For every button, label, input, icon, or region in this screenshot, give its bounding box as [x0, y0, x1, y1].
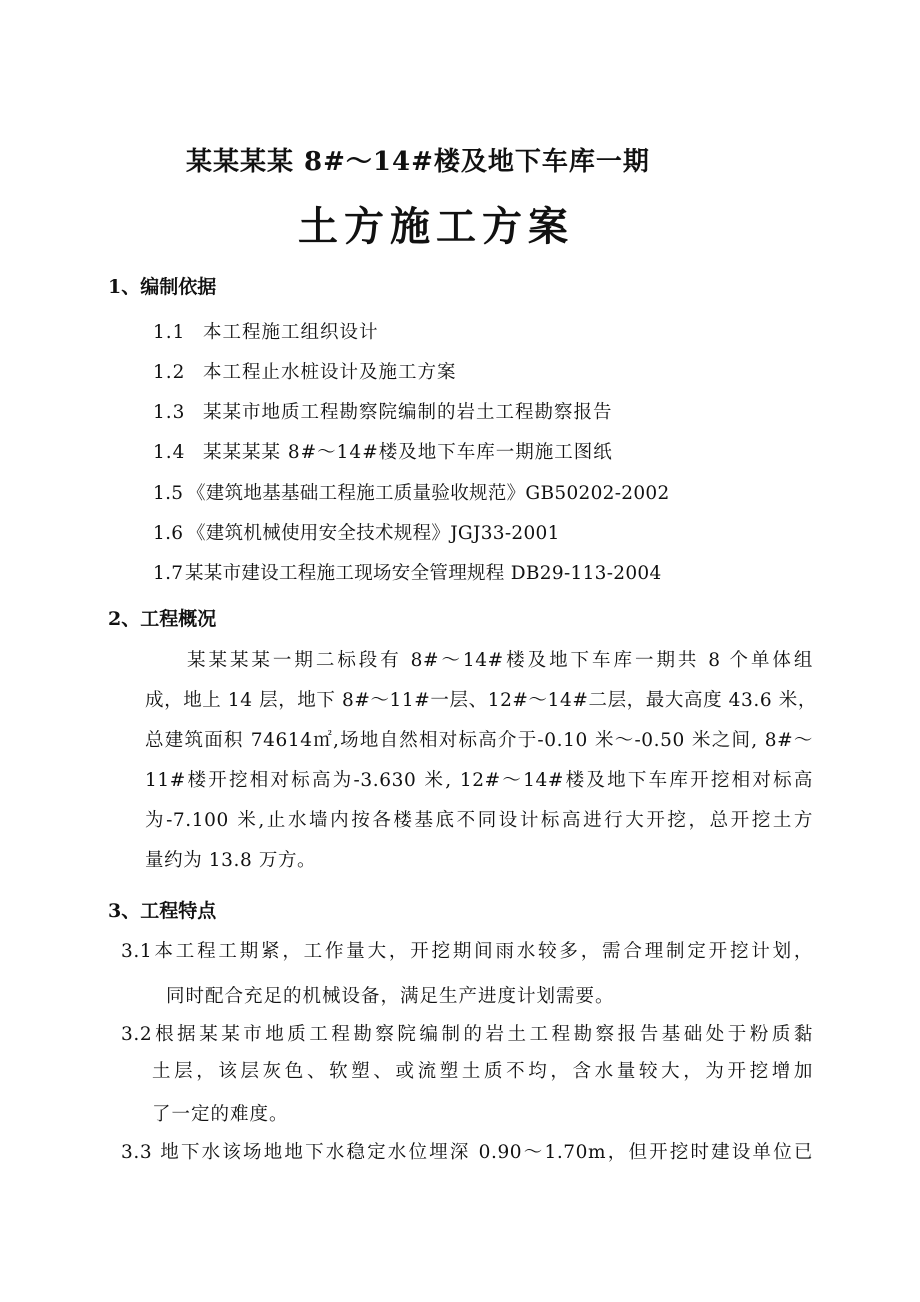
list-item-number: 1.1: [153, 322, 186, 343]
overview-paragraph: [145, 641, 817, 881]
list-item-text: 某某市建设工程施工现场安全管理规程 DB29-113-2004: [185, 563, 662, 584]
feature-item-number: 3.1: [121, 941, 153, 962]
list-item: [153, 318, 379, 344]
paragraph-line: 某某某某一期二标段有 8#～14#楼及地下车库一期共 8 个单体组: [187, 650, 813, 671]
section-heading-2: 2、工程概况: [108, 608, 217, 630]
list-item-number: 1.2: [153, 362, 186, 383]
feature-item-continuation-block: [152, 1052, 813, 1092]
list-item: [153, 519, 560, 545]
feature-item-text: 本工程工期紧，工作量大，开挖期间雨水较多，需合理制定开挖计划，: [152, 941, 813, 962]
list-item-number: 1.3: [153, 402, 186, 423]
feature-item-line: [121, 1015, 813, 1055]
list-item-text: 《建筑地基基础工程施工质量验收规范》GB50202-2002: [187, 483, 670, 504]
document-subtitle: 某某某某 8#～14#楼及地下车库一期: [186, 147, 650, 177]
list-item: [153, 479, 670, 505]
list-item-number: 1.5: [153, 483, 184, 504]
feature-item-continuation: 了一定的难度。: [152, 1104, 289, 1125]
paragraph-line: 成，地上 14 层，地下 8#～11#一层、12#～14#二层，最大高度 43.6 米，: [145, 690, 817, 711]
list-item: [153, 559, 662, 585]
paragraph-line: 总建筑面积 74614㎡,场地自然相对标高介于-0.10 米～-0.50 米之间, 8#～: [145, 730, 813, 751]
feature-item-text: 根据某某市地质工程勘察院编制的岩土工程勘察报告基础处于粉质黏: [152, 1024, 813, 1045]
list-item-text: 某某市地质工程勘察院编制的岩土工程勘察报告: [203, 402, 613, 423]
list-item: [153, 398, 613, 424]
section-heading-3: 3、工程特点: [108, 900, 217, 922]
paragraph-line: 11#楼开挖相对标高为-3.630 米, 12#～14#楼及地下车库开挖相对标高: [145, 770, 813, 791]
paragraph-line: 为-7.100 米,止水墙内按各楼基底不同设计标高进行大开挖，总开挖土方: [145, 810, 813, 831]
feature-item-line: [121, 1133, 813, 1173]
feature-item-continuation: 同时配合充足的机械设备，满足生产进度计划需要。: [166, 986, 615, 1007]
list-item-number: 1.6: [153, 523, 184, 544]
feature-item-continuation: 土层，该层灰色、软塑、或流塑土质不均，含水量较大，为开挖增加: [152, 1061, 813, 1082]
feature-item-line: [121, 932, 813, 972]
list-item: [153, 438, 613, 464]
list-item-number: 1.4: [153, 442, 186, 463]
list-item-text: 某某某某 8#～14#楼及地下车库一期施工图纸: [203, 442, 613, 463]
feature-item-number: 3.2: [121, 1024, 153, 1045]
list-item-text: 本工程止水桩设计及施工方案: [203, 362, 457, 383]
feature-item: [121, 1015, 813, 1055]
feature-item-text: 地下水该场地地下水稳定水位埋深 0.90～1.70m，但开挖时建设单位已: [152, 1142, 813, 1163]
feature-item-number: 3.3: [121, 1142, 153, 1163]
list-item-number: 1.7: [153, 563, 184, 584]
list-item-text: 本工程施工组织设计: [203, 322, 379, 343]
paragraph-line: 量约为 13.8 万方。: [145, 850, 317, 871]
feature-item: [121, 1133, 813, 1173]
list-item: [153, 358, 457, 384]
document-title: 土方施工方案: [298, 203, 574, 250]
section-heading-1: 1、编制依据: [108, 276, 217, 298]
feature-item: [121, 932, 813, 972]
list-item-text: 《建筑机械使用安全技术规程》JGJ33-2001: [187, 523, 560, 544]
